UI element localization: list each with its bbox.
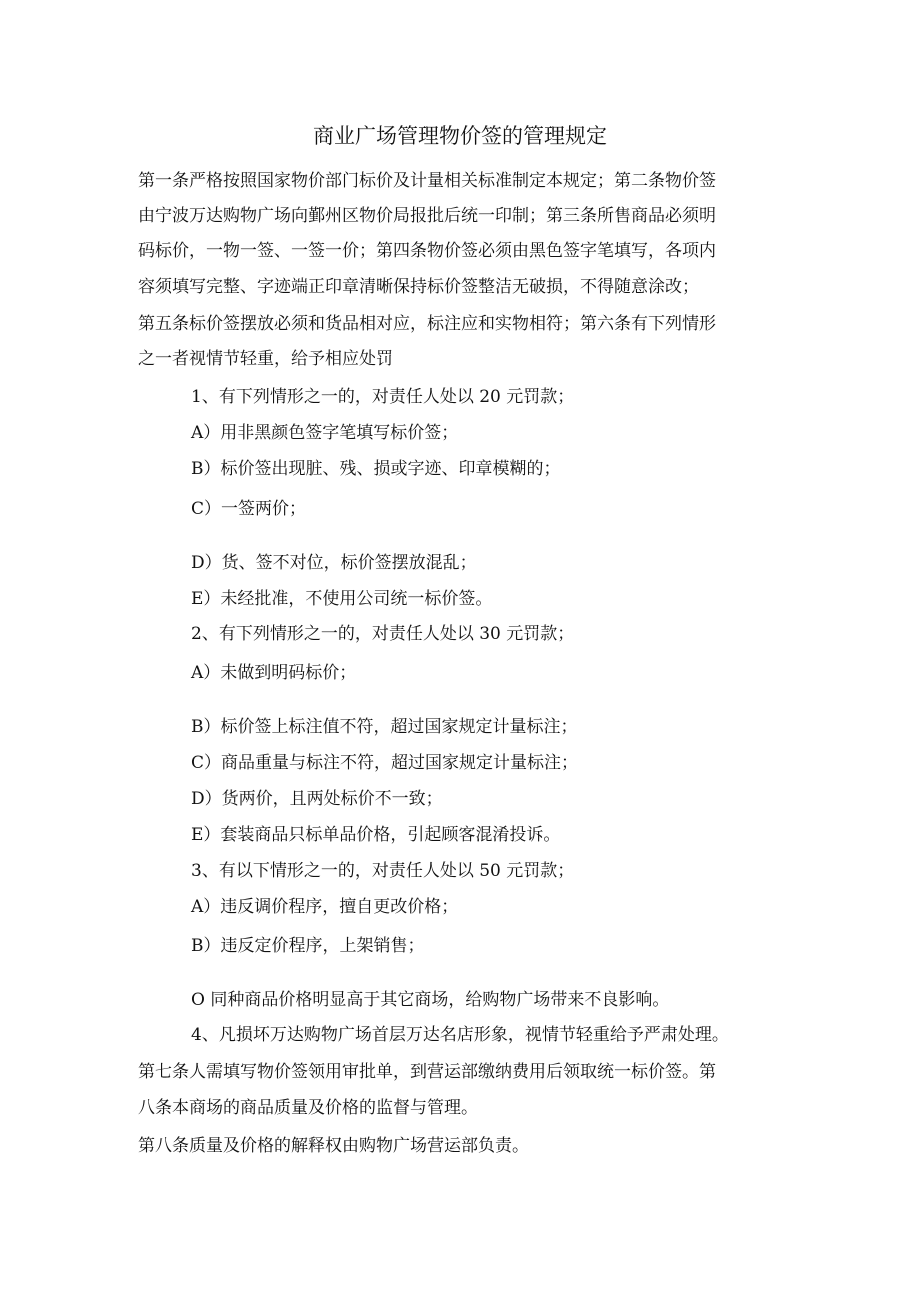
penalty-subitem: E）未经批准，不使用公司统一标价签。 <box>191 589 493 609</box>
penalty-subitem: A）违反调价程序，擅自更改价格； <box>191 897 459 917</box>
paragraph-line: 容须填写完整、字迹端正印章清晰保持标价签整洁无破损，不得随意涂改； <box>138 277 699 297</box>
penalty-subitem: B）标价签出现脏、残、损或字迹、印章模糊的； <box>191 459 561 479</box>
penalty-subitem: A）用非黑颜色签字笔填写标价签； <box>191 423 459 443</box>
penalty-subitem: E）套装商品只标单品价格，引起顾客混淆投诉。 <box>191 825 561 845</box>
penalty-subitem: D）货、签不对位，标价签摆放混乱； <box>191 553 477 573</box>
penalty-subitem: C）商品重量与标注不符，超过国家规定计量标注； <box>191 753 579 773</box>
paragraph-line: 第一条严格按照国家物价部门标价及计量相关标准制定本规定；第二条物价签 <box>138 171 716 191</box>
penalty-subitem: A）未做到明码标价； <box>191 663 357 683</box>
paragraph-line: 之一者视情节轻重，给予相应处罚 <box>138 349 393 369</box>
paragraph-line: 第八条质量及价格的解释权由购物广场营运部负责。 <box>138 1136 529 1156</box>
paragraph-line: 由宁波万达购物广场向鄞州区物价局报批后统一印制；第三条所售商品必须明 <box>138 206 716 226</box>
penalty-item-2: 2、有下列情形之一的，对责任人处以 30 元罚款； <box>191 624 575 644</box>
penalty-item-3: 3、有以下情形之一的，对责任人处以 50 元罚款； <box>191 861 575 881</box>
document-title: 商业广场管理物价签的管理规定 <box>313 124 607 148</box>
paragraph-line: 第五条标价签摆放必须和货品相对应，标注应和实物相符；第六条有下列情形 <box>138 314 716 334</box>
penalty-item-4: 4、凡损坏万达购物广场首层万达名店形象，视情节轻重给予严肃处理。 <box>191 1025 729 1045</box>
paragraph-line: 八条本商场的商品质量及价格的监督与管理。 <box>138 1098 478 1118</box>
paragraph-line: 码标价，一物一签、一签一价；第四条物价签必须由黑色签字笔填写，各项内 <box>138 241 716 261</box>
penalty-subitem: C）一签两价； <box>191 499 307 519</box>
penalty-subitem: B）标价签上标注值不符，超过国家规定计量标注； <box>191 717 578 737</box>
penalty-subitem: D）货两价，且两处标价不一致； <box>191 789 443 809</box>
penalty-item-1: 1、有下列情形之一的，对责任人处以 20 元罚款； <box>191 387 575 407</box>
paragraph-line: 第七条人需填写物价签领用审批单，到营运部缴纳费用后领取统一标价签。第 <box>138 1062 716 1082</box>
penalty-subitem: B）违反定价程序，上架销售； <box>191 936 425 956</box>
penalty-subitem: O 同种商品价格明显高于其它商场，给购物广场带来不良影响。 <box>191 990 670 1010</box>
